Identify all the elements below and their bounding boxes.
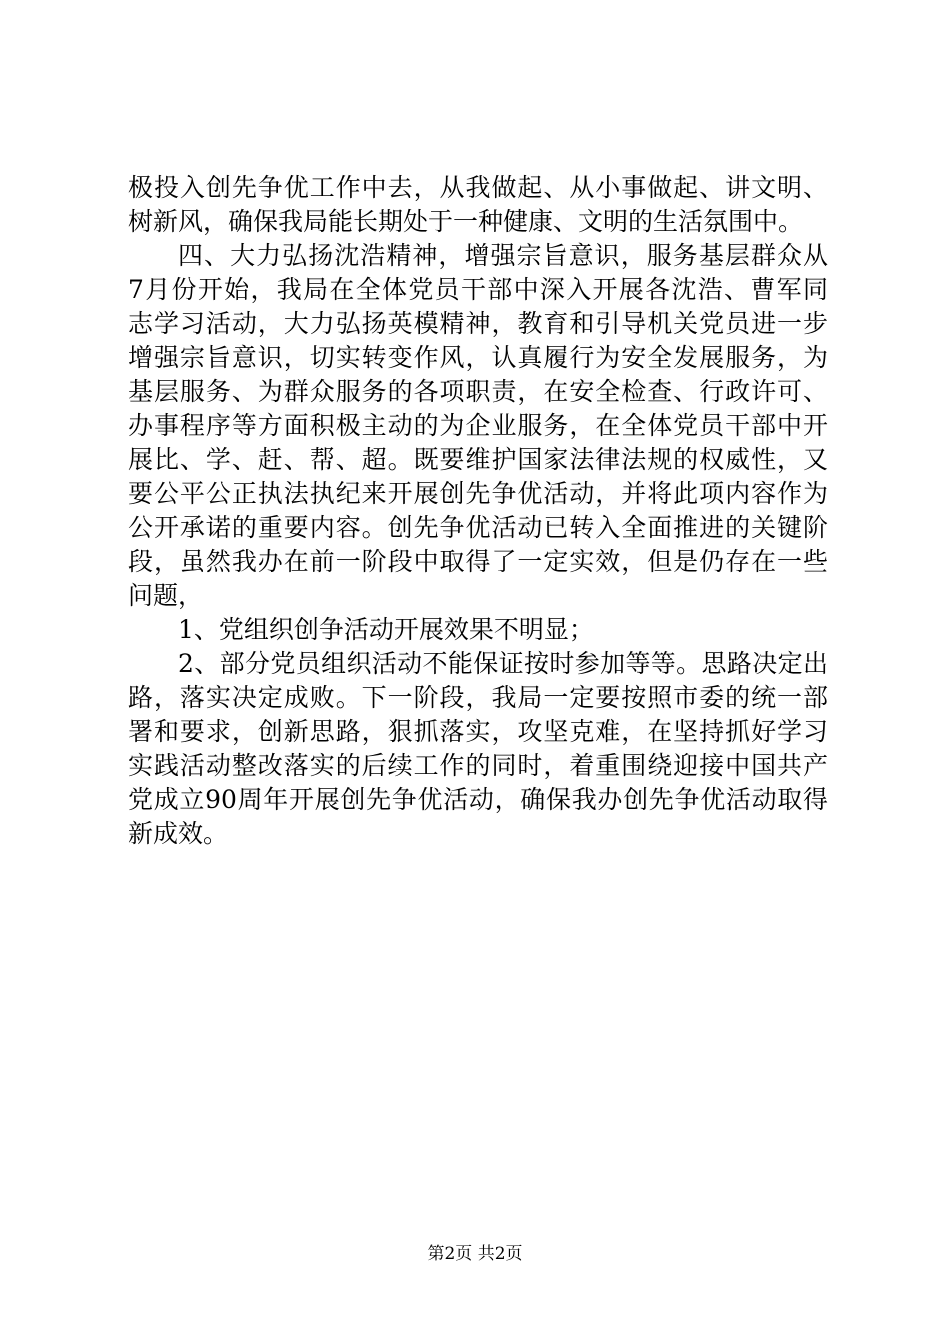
text-line: 段，虽然我办在前一阶段中取得了一定实效，但是仍存在一些 (128, 547, 828, 576)
text-line: 极投入创先争优工作中去，从我做起、从小事做起、讲文明、 (128, 173, 828, 202)
text-line: 志学习活动，大力弘扬英模精神，教育和引导机关党员进一步 (128, 309, 828, 338)
text-line: 问题， (128, 581, 204, 610)
text-line: 基层服务、为群众服务的各项职责，在安全检查、行政许可、 (128, 377, 828, 406)
text-line: 1、党组织创争活动开展效果不明显； (178, 615, 594, 644)
text-line: 实践活动整改落实的后续工作的同时，着重围绕迎接中国共产 (128, 751, 828, 780)
text-line: 要公平公正执法执纪来开展创先争优活动，并将此项内容作为 (128, 479, 828, 508)
text-line: 四、大力弘扬沈浩精神，增强宗旨意识，服务基层群众从 (178, 241, 828, 270)
text-line: 新成效。 (128, 819, 229, 848)
text-line: 路，落实决定成败。下一阶段，我局一定要按照市委的统一部 (128, 683, 828, 712)
body-text (128, 171, 828, 851)
text-line: 署和要求，创新思路，狠抓落实，攻坚克难，在坚持抓好学习 (128, 717, 828, 746)
text-line: 2、部分党员组织活动不能保证按时参加等等。思路决定出 (178, 649, 828, 678)
text-line: 党成立90周年开展创先争优活动，确保我办创先争优活动取得 (128, 785, 828, 814)
text-line: 展比、学、赶、帮、超。既要维护国家法律法规的权威性，又 (128, 445, 828, 474)
text-line: 树新风，确保我局能长期处于一种健康、文明的生活氛围中。 (128, 207, 804, 236)
text-line: 增强宗旨意识，切实转变作风，认真履行为安全发展服务，为 (128, 343, 828, 372)
text-line: 公开承诺的重要内容。创先争优活动已转入全面推进的关键阶 (128, 513, 828, 542)
text-line: 7月份开始，我局在全体党员干部中深入开展各沈浩、曹军同 (128, 275, 828, 304)
text-line: 办事程序等方面积极主动的为企业服务，在全体党员干部中开 (128, 411, 828, 440)
page-footer: 第2页 共2页 (427, 1244, 523, 1264)
